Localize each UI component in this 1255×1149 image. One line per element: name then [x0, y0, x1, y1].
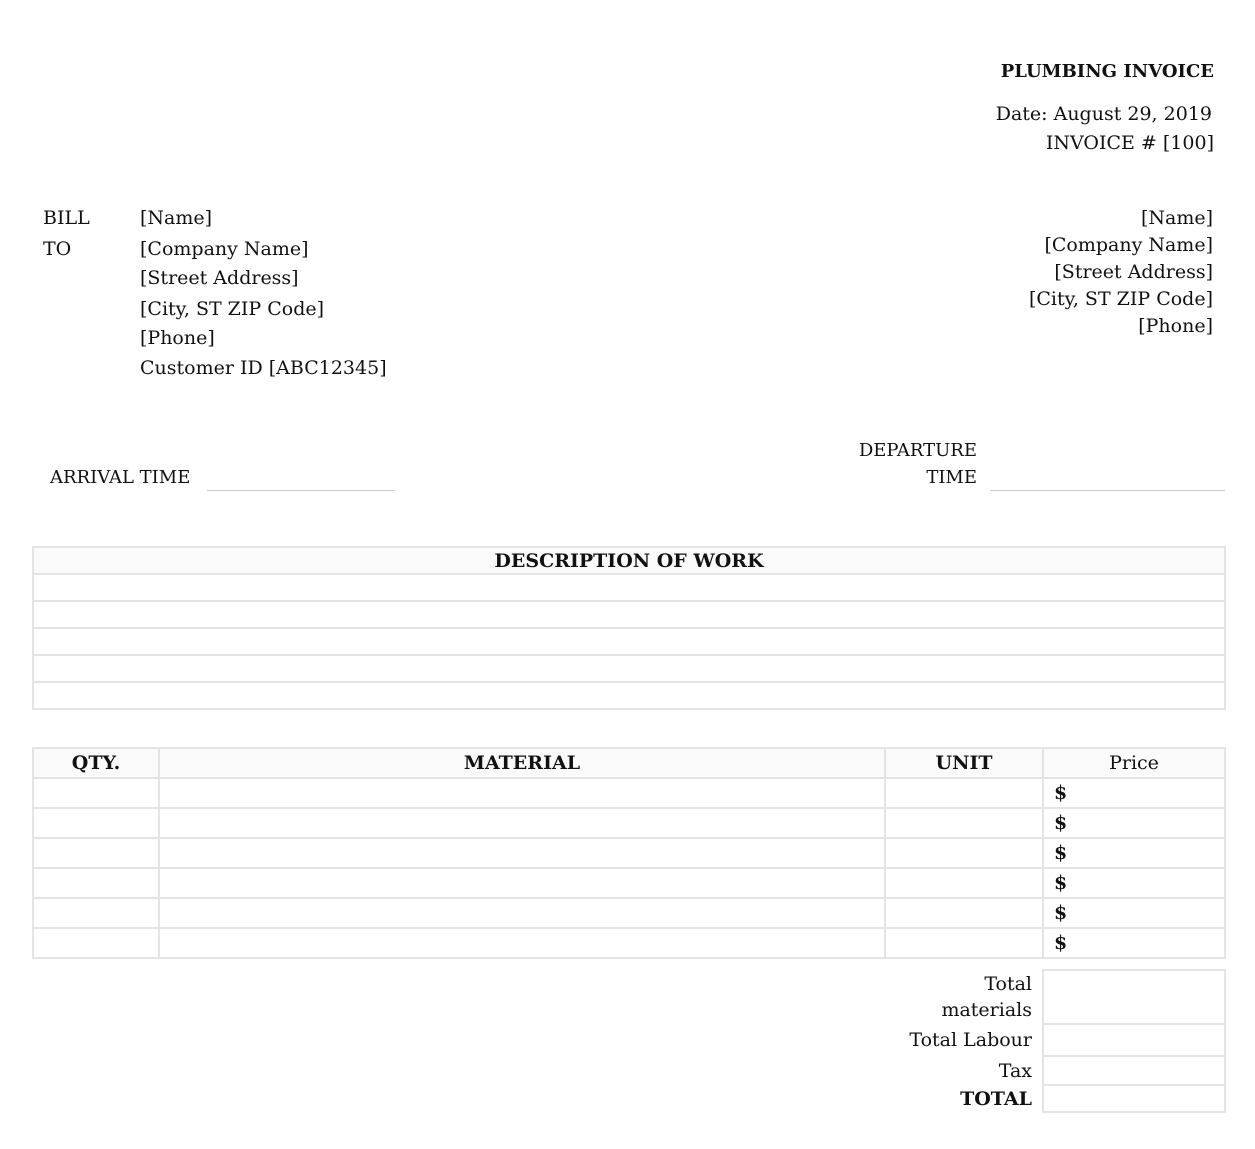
departure-label: DEPARTURE [858, 440, 977, 461]
bill-to-label-2: TO [43, 238, 72, 260]
tax-label: Tax [998, 1059, 1032, 1082]
material-cell[interactable] [159, 928, 885, 958]
unit-header: UNIT [885, 748, 1043, 778]
table-row [33, 928, 1225, 958]
tax-value[interactable] [1043, 1056, 1225, 1085]
price-header: Price [1043, 748, 1225, 778]
description-row[interactable] [33, 655, 1225, 682]
material-cell[interactable] [159, 778, 885, 808]
unit-cell[interactable] [885, 868, 1043, 898]
total-label: TOTAL [960, 1087, 1032, 1110]
table-row [33, 808, 1225, 838]
total-labour-label: Total Labour [909, 1029, 1032, 1051]
unit-cell[interactable] [885, 778, 1043, 808]
total-materials-value[interactable] [1043, 970, 1225, 1024]
qty-cell[interactable] [33, 868, 159, 898]
table-row [33, 868, 1225, 898]
price-cell[interactable]: $ [1043, 928, 1225, 958]
unit-cell[interactable] [885, 928, 1043, 958]
price-cell[interactable]: $ [1043, 868, 1225, 898]
departure-label-2: TIME [926, 467, 977, 488]
arrival-time-field[interactable] [207, 490, 395, 491]
qty-cell[interactable] [33, 928, 159, 958]
invoice-title: PLUMBING INVOICE [1000, 61, 1214, 82]
bill-company: [Company Name] [140, 238, 309, 260]
price-cell[interactable]: $ [1043, 808, 1225, 838]
from-company: [Company Name] [1044, 234, 1213, 256]
table-row [33, 838, 1225, 868]
total-labour-value[interactable] [1043, 1024, 1225, 1056]
description-row[interactable] [33, 628, 1225, 655]
bill-to-label: BILL [43, 207, 90, 229]
description-row[interactable] [33, 574, 1225, 601]
qty-cell[interactable] [33, 838, 159, 868]
price-cell[interactable]: $ [1043, 898, 1225, 928]
invoice-number: INVOICE # [100] [1045, 132, 1214, 154]
totals-table [700, 969, 1226, 1113]
arrival-time-label: ARRIVAL TIME [50, 467, 191, 488]
from-phone: [Phone] [1138, 315, 1213, 337]
price-cell[interactable]: $ [1043, 778, 1225, 808]
bill-phone: [Phone] [140, 327, 215, 349]
from-city: [City, ST ZIP Code] [1028, 288, 1213, 310]
bill-city: [City, ST ZIP Code] [140, 298, 325, 320]
invoice-date: Date: August 29, 2019 [995, 103, 1212, 125]
material-header: MATERIAL [159, 748, 885, 778]
price-cell[interactable]: $ [1043, 838, 1225, 868]
table-row [33, 778, 1225, 808]
from-name: [Name] [1140, 207, 1213, 229]
unit-cell[interactable] [885, 898, 1043, 928]
bill-name: [Name] [140, 207, 213, 229]
customer-id: Customer ID [ABC12345] [140, 357, 387, 379]
bill-street: [Street Address] [140, 267, 299, 289]
unit-cell[interactable] [885, 808, 1043, 838]
qty-cell[interactable] [33, 808, 159, 838]
unit-cell[interactable] [885, 838, 1043, 868]
material-cell[interactable] [159, 868, 885, 898]
description-row[interactable] [33, 601, 1225, 628]
total-materials-label: Total materials [941, 973, 1032, 1021]
description-header: DESCRIPTION OF WORK [33, 547, 1225, 574]
total-value[interactable] [1043, 1085, 1225, 1112]
qty-header: QTY. [33, 748, 159, 778]
qty-cell[interactable] [33, 778, 159, 808]
description-row[interactable] [33, 682, 1225, 709]
from-street: [Street Address] [1054, 261, 1213, 283]
material-cell[interactable] [159, 808, 885, 838]
departure-time-field[interactable] [990, 490, 1225, 491]
qty-cell[interactable] [33, 898, 159, 928]
materials-table [32, 747, 1226, 959]
material-cell[interactable] [159, 838, 885, 868]
material-cell[interactable] [159, 898, 885, 928]
description-table [32, 546, 1226, 710]
table-row [33, 898, 1225, 928]
